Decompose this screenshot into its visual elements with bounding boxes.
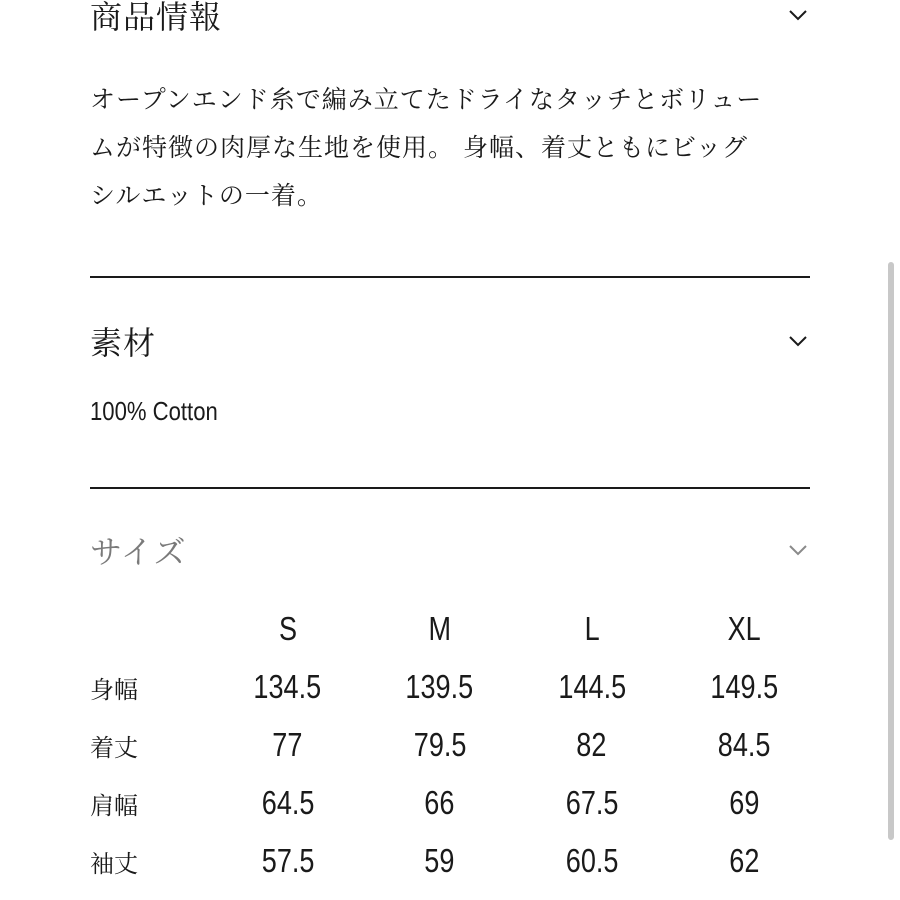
- description-line: オープンエンド糸で編み立てたドライなタッチとボリュー: [90, 85, 763, 114]
- table-cell: 149.5: [710, 668, 778, 705]
- section-header-material[interactable]: [90, 320, 810, 362]
- row-label: 袖丈: [90, 849, 138, 878]
- chevron-down-icon[interactable]: [786, 329, 810, 353]
- scrollbar[interactable]: [888, 262, 894, 840]
- table-cell: 82: [576, 726, 607, 763]
- table-cell: 79.5: [413, 726, 467, 763]
- description-line: ムが特徴の肉厚な生地を使用。 身幅、着丈ともにビッグ: [90, 133, 748, 162]
- size-table-header-row: [90, 600, 820, 658]
- table-cell: 77: [272, 726, 303, 763]
- table-cell: 66: [424, 784, 455, 821]
- table-row: [90, 658, 820, 716]
- table-cell: 60.5: [565, 842, 619, 879]
- row-label: 身幅: [90, 675, 138, 704]
- table-cell: 67.5: [565, 784, 619, 821]
- table-cell: 84.5: [717, 726, 771, 763]
- size-column-header: M: [428, 610, 452, 647]
- size-table: [90, 600, 820, 890]
- description-line: シルエットの一着。: [90, 181, 323, 210]
- size-column-header: XL: [727, 610, 761, 647]
- table-cell: 69: [728, 784, 759, 821]
- row-label: 肩幅: [90, 791, 138, 820]
- section-divider: [90, 276, 810, 278]
- table-cell: 139.5: [405, 668, 474, 705]
- table-cell: 144.5: [557, 668, 626, 705]
- size-table-corner: [90, 600, 212, 658]
- chevron-down-icon[interactable]: [786, 3, 810, 27]
- chevron-down-icon[interactable]: [786, 538, 810, 562]
- section-header-size[interactable]: [90, 529, 810, 571]
- section-divider: [90, 487, 810, 489]
- table-cell: 57.5: [261, 842, 315, 879]
- section-title-size: サイズ: [90, 533, 187, 571]
- table-row: [90, 716, 820, 774]
- section-title-info: 商品情報: [90, 0, 223, 36]
- material-value: 100% Cotton: [90, 396, 218, 426]
- table-cell: 59: [424, 842, 455, 879]
- size-column-header: L: [584, 610, 600, 647]
- table-cell: 134.5: [253, 668, 322, 705]
- table-cell: 62: [728, 842, 759, 879]
- size-column-header: S: [278, 610, 297, 647]
- row-label: 着丈: [90, 733, 138, 762]
- section-header-info[interactable]: [90, 0, 810, 36]
- table-row: [90, 832, 820, 890]
- table-cell: 64.5: [261, 784, 315, 821]
- table-row: [90, 774, 820, 832]
- section-title-material: 素材: [90, 324, 157, 362]
- product-description: [90, 76, 810, 220]
